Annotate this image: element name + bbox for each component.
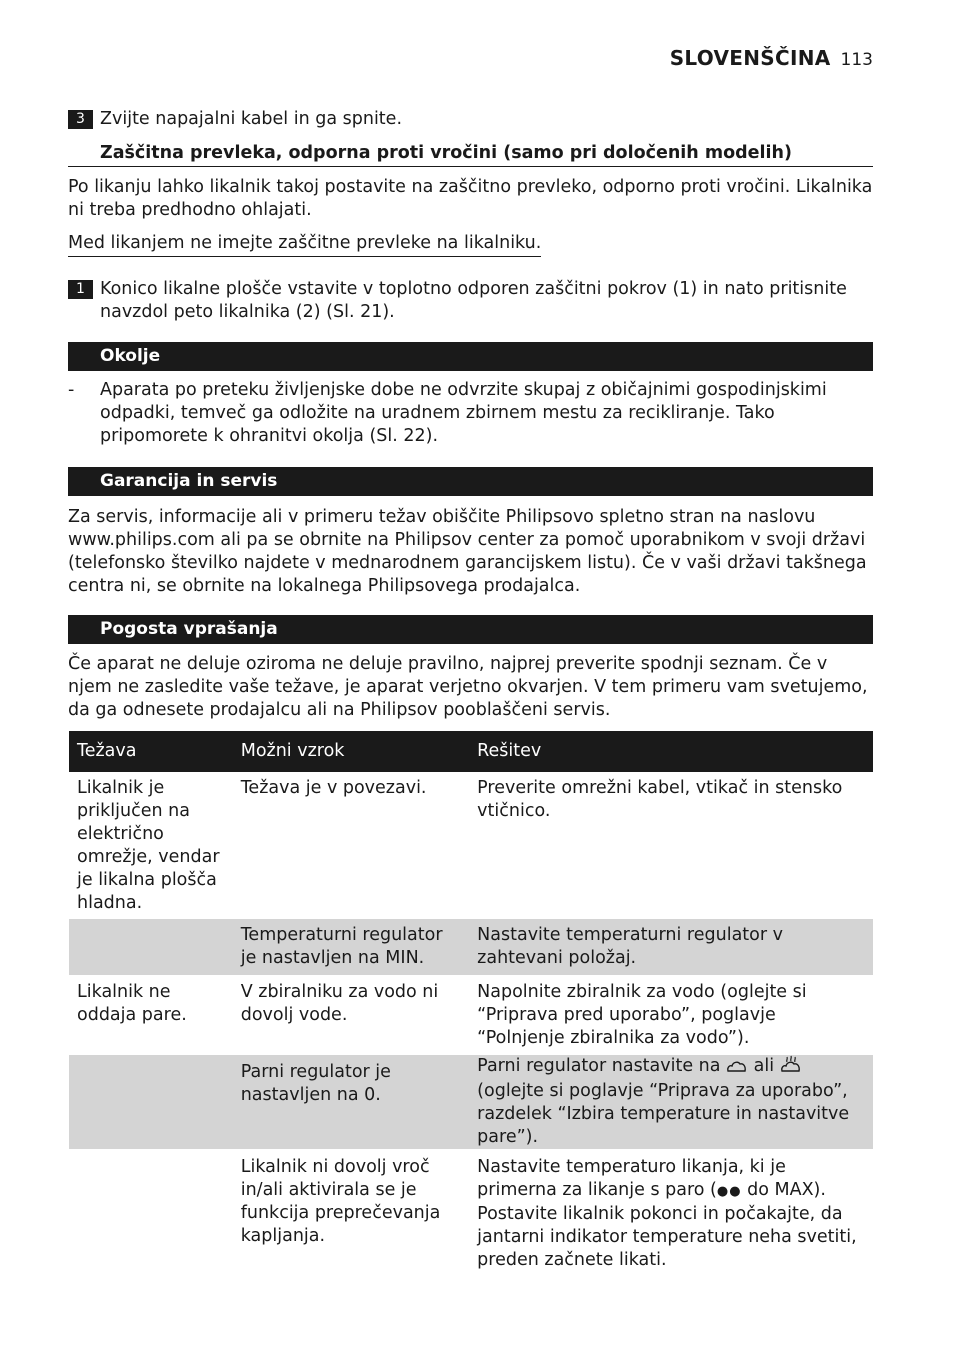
solution-text-pre: Nastavite temperaturo likanja, ki je primerna za likanje s paro (	[477, 1157, 786, 1200]
step-3	[68, 108, 402, 131]
cell-solution: Napolnite zbiralnik za vodo (oglejte si “Priprava pred uporabo”, poglavje “Polnjenje zbiralnika za vodo”).	[477, 982, 807, 1048]
page-header	[670, 47, 873, 72]
cell-problem	[69, 919, 233, 975]
cell-solution	[469, 1055, 873, 1149]
table-row	[69, 975, 873, 1055]
dash-marker: -	[68, 380, 75, 400]
section-bar-environment: Okolje	[68, 342, 873, 371]
section-bar-guarantee: Garancija in servis	[68, 467, 873, 496]
table-header-row	[69, 731, 873, 772]
troubleshooting-table	[69, 731, 873, 1272]
step-1	[68, 278, 874, 324]
solution-text-post: (oglejte si poglavje “Priprava za uporabo”, razdelek “Izbira temperature in nastavitve pare”).	[477, 1081, 850, 1147]
cell-cause: Likalnik ni dovolj vroč in/ali aktivirala se je funkcija preprečevanja kapljanja.	[240, 1157, 441, 1246]
step-text: Zvijte napajalni kabel in ga spnite.	[100, 109, 403, 129]
table-row	[69, 1149, 873, 1272]
cell-cause: Parni regulator je nastavljen na 0.	[233, 1055, 469, 1149]
step-number: 3	[68, 110, 93, 129]
step-text: Konico likalne plošče vstavite v toplotno odporen zaščitni pokrov (1) in nato pritisnite navzdol peto likalnika (2) (Sl. 21).	[100, 279, 847, 322]
table-row	[69, 1055, 873, 1149]
section-bar-faq: Pogosta vprašanja	[68, 615, 873, 644]
heat-mat-intro: Po likanju lahko likalnik takoj postavite na zaščitno prevleko, odporno proti vročini. Likalnika ni treba predhodno ohlajati.	[68, 177, 873, 220]
cell-problem: Likalnik ne oddaja pare.	[77, 982, 187, 1025]
table-row	[69, 772, 873, 919]
steam-low-icon	[726, 1057, 748, 1080]
header-cause: Možni vzrok	[233, 731, 469, 772]
language-title: SLOVENŠČINA	[669, 46, 831, 70]
environment-text: Aparata po preteku življenjske dobe ne odvrzite skupaj z običajnimi gospodinjskimi odpadki, temveč ga odložite na uradnem zbirnem mestu za recikliranje. Tako pripomorete k ohranitvi okolja (Sl. 22).	[100, 380, 827, 446]
header-problem: Težava	[69, 731, 233, 772]
solution-text-post: do MAX). Postavite likalnik pokonci in počakajte, da jantarni indikator temperature neha svetiti, preden začnete likati.	[477, 1180, 857, 1270]
solution-text-pre: Parni regulator nastavite na	[477, 1056, 721, 1076]
cell-problem	[69, 1149, 233, 1272]
cell-cause: Temperaturni regulator je nastavljen na MIN.	[233, 919, 469, 975]
cell-solution	[469, 1149, 873, 1272]
header-solution: Rešitev	[469, 731, 873, 772]
cell-cause: V zbiralniku za vodo ni dovolj vode.	[240, 982, 439, 1025]
step-number: 1	[68, 280, 93, 299]
heat-mat-warning: Med likanjem ne imejte zaščitne prevleke na likalniku.	[68, 232, 541, 257]
cell-cause: Težava je v povezavi.	[240, 778, 427, 798]
steam-high-icon	[780, 1055, 802, 1080]
cell-problem: Likalnik je priključen na električno omrežje, vendar je likalna plošča hladna.	[77, 778, 220, 913]
heat-mat-heading: Zaščitna prevleka, odporna proti vročini (samo pri določenih modelih)	[68, 141, 873, 167]
temperature-dots: ●●	[716, 1184, 742, 1199]
faq-intro: Če aparat ne deluje oziroma ne deluje pravilno, najprej preverite spodnji seznam. Če v njem ne zasledite vaše težave, je aparat verjetno okvarjen. V tem primeru vam svetujemo, da ga odnesete prodajalcu ali na Philipsov pooblaščeni servis.	[68, 654, 868, 720]
environment-item	[68, 379, 874, 448]
cell-problem	[69, 1055, 233, 1149]
page-number: 113	[840, 50, 873, 70]
guarantee-text: Za servis, informacije ali v primeru težav obiščite Philipsovo spletno stran na naslovu www.philips.com ali pa se obrnite na Philipsov center za pomoč uporabnikom v svoji državi (telefonsko številko najdete v mednarodnem garancijskem listu). Če v vaši državi takšnega centra ni, se obrnite na lokalnega Philipsovega prodajalca.	[68, 507, 867, 596]
cell-solution: Preverite omrežni kabel, vtikač in stensko vtičnico.	[477, 778, 843, 821]
solution-text-mid: ali	[753, 1056, 775, 1076]
cell-solution: Nastavite temperaturni regulator v zahtevani položaj.	[469, 919, 873, 975]
table-row	[69, 919, 873, 975]
